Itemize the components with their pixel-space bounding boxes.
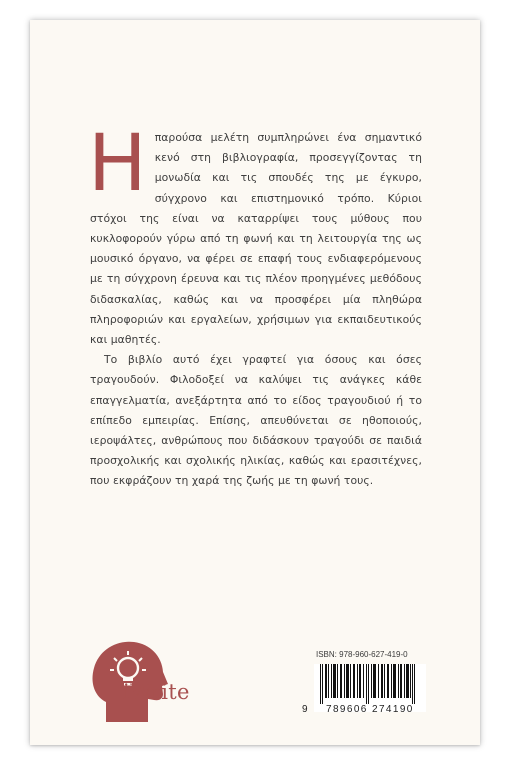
blurb-paragraph-2: Το βιβλίο αυτό έχει γραφτεί για όσους και όσες τραγουδούν. Φιλοδοξεί να καλύψει τις ανάγκες κάθε επαγγελματία, ανεξάρτητα από το είδος τραγουδιού ή το επίπεδο εμπειρίας. Επίσης, απευθύνεται σε ηθοποιούς, ιεροψάλτες, ανθρώπους που διδάσκουν τραγούδι σε παιδιά προσχολικής και σχολικής ηλικίας, καθώς και ερασιτέχνες, που εκφράζουν τη χαρά της ζωής με τη φωνή τους. [90,353,422,488]
drop-cap: Η [88,119,147,209]
isbn-label: ISBN: 978-960-627-419-0 [316,650,408,659]
barcode-digits-right: 274190 [372,704,414,715]
blurb-paragraph-1 [88,119,422,350]
cover-blurb [88,119,422,492]
barcode-digits-left: 789606 [326,704,368,715]
publisher-name: iWrite [123,680,190,704]
barcode-digit-first: 9 [302,704,308,715]
blurb-paragraph-1-text: παρούσα μελέτη συμπληρώνει ένα σημαντικό κενό στη βιβλιογραφία, προσεγγίζοντας τη μονωδία και τις σπουδές της με έγκυρο, σύγχρονο και επιστημονικό τρόπο. Κύριοι στόχοι της είναι να καταρρίψει τους μύθους που κυκλοφορούν γύρω από τη φωνή και τη λειτουργία της ως μουσικό όργανο, να φέρει σε επαφή τους ενδιαφερόμενους με τη σύγχρονη έρευνα και τις πλέον προηγμένες μεθόδους διδασκαλίας, καθώς και να προσφέρει μία πληθώρα πληροφοριών και εργαλείων, χρήσιμων για εκπαιδευτικούς και μαθητές. [90,131,422,347]
barcode-graphic [320,664,420,704]
